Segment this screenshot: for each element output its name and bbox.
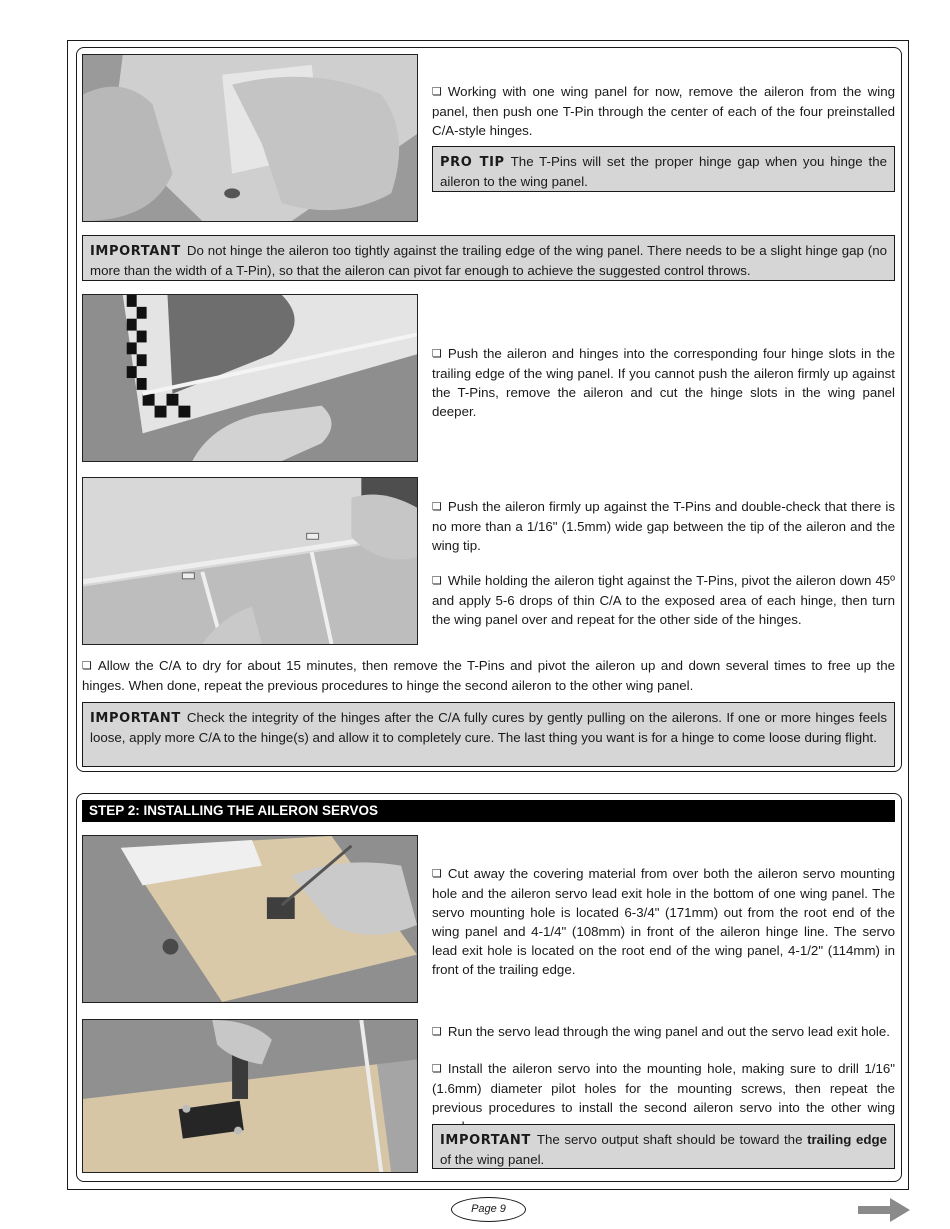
pro-tip-label: PRO TIP: [440, 155, 505, 170]
important-label: IMPORTANT: [440, 1133, 531, 1148]
photo-install-servo: [82, 1019, 418, 1173]
photo-cut-covering: [82, 835, 418, 1003]
important-emphasis: trailing edge: [807, 1132, 887, 1147]
checkbox-icon[interactable]: ❏: [432, 347, 442, 360]
important-label: IMPORTANT: [90, 244, 181, 259]
instruction-cut-covering: [432, 864, 895, 979]
important-box-servo-orientation: [432, 1124, 895, 1169]
checkbox-icon[interactable]: ❏: [432, 574, 442, 587]
page-number: Page 9: [451, 1197, 526, 1222]
pro-tip-text: The T-Pins will set the proper hinge gap when you hinge the aileron to the wing panel.: [440, 154, 887, 189]
photo-push-aileron: [82, 294, 418, 462]
instruction-text: Run the servo lead through the wing panel and out the servo lead exit hole.: [447, 1024, 890, 1039]
step-2-header: STEP 2: INSTALLING THE AILERON SERVOS: [82, 800, 895, 822]
instruction-check-gap: [432, 497, 895, 555]
next-page-arrow-icon[interactable]: [858, 1198, 910, 1222]
instruction-text: While holding the aileron tight against the T-Pins, pivot the aileron down 45º and apply 5-6 drops of thin C/A to the exposed area of each hinge, then turn the wing panel over and repeat for the other side of the hinges.: [432, 573, 895, 627]
instruction-text: Working with one wing panel for now, remove the aileron from the wing panel, then push one T-Pin through the center of each of the four preinstalled C/A-style hinges.: [432, 84, 895, 138]
instruction-text: Push the aileron and hinges into the corresponding four hinge slots in the trailing edge of the wing panel. If you cannot push the aileron firmly up against the T-Pins, remove the aileron and cut the hinge slots in the wing panel deeper.: [432, 346, 895, 419]
important-box-hinge-integrity: [82, 702, 895, 767]
checkbox-icon[interactable]: ❏: [432, 1025, 442, 1038]
photo-apply-ca: [82, 477, 418, 645]
checkbox-icon[interactable]: ❏: [432, 85, 442, 98]
instruction-text: Allow the C/A to dry for about 15 minutes, then remove the T-Pins and pivot the aileron up and down several times to free up the hinges. When done, repeat the previous procedures to hinge the second aileron to the other wing panel.: [82, 658, 895, 693]
important-box-hinge-gap: [82, 235, 895, 281]
instruction-run-lead: [432, 1022, 895, 1042]
important-text: The servo output shaft should be toward the: [536, 1132, 803, 1147]
pro-tip-box: [432, 146, 895, 192]
instruction-apply-ca: [432, 571, 895, 629]
instruction-text: Install the aileron servo into the mounting hole, making sure to drill 1/16" (1.6mm) diameter pilot holes for the mounting screws, then repeat the previous procedures to install the second aileron servo into the other wing: [432, 1061, 895, 1115]
important-label: IMPORTANT: [90, 711, 181, 726]
checkbox-icon[interactable]: ❏: [432, 500, 442, 513]
checkbox-icon[interactable]: ❏: [432, 1062, 442, 1075]
instruction-text: Push the aileron firmly up against the T-Pins and double-check that there is no more than a 1/16" (1.5mm) wide gap between the tip of the aileron and the wing tip.: [432, 499, 895, 553]
instruction-push-aileron: [432, 344, 895, 421]
checkbox-icon[interactable]: ❏: [82, 659, 92, 672]
photo-tpin-hinge: [82, 54, 418, 222]
important-text: Check the integrity of the hinges after the C/A fully cures by gently pulling on the ailerons. If one or more hinges feels loose, apply more C/A to the hinge(s) and allow it to completely cure. The last thing you want is for a hinge to come loose during flight.: [90, 710, 887, 745]
important-text-end: of the wing panel.: [440, 1152, 545, 1167]
instruction-text: Cut away the covering material from over both the aileron servo mounting hole and the aileron servo lead exit hole in the bottom of one wing panel. The servo mounting hole is located 6-3/4" (171mm) out from the root end of the wing panel and 4-1/4" (108mm) in front of the aileron hinge line. The servo lead exit hole is located on the root end of the wing panel, 4-1/2" (114mm) in front of the trailing edge.: [432, 866, 895, 977]
instruction-remove-aileron: [432, 82, 895, 140]
important-text: Do not hinge the aileron too tightly against the trailing edge of the wing panel. There needs to be a slight hinge gap (no more than the width of a T-Pin), so that the aileron can pivot far enough to achieve the suggested control throws.: [90, 243, 887, 278]
instruction-dry-and-repeat: [82, 656, 895, 695]
checkbox-icon[interactable]: ❏: [432, 867, 442, 880]
